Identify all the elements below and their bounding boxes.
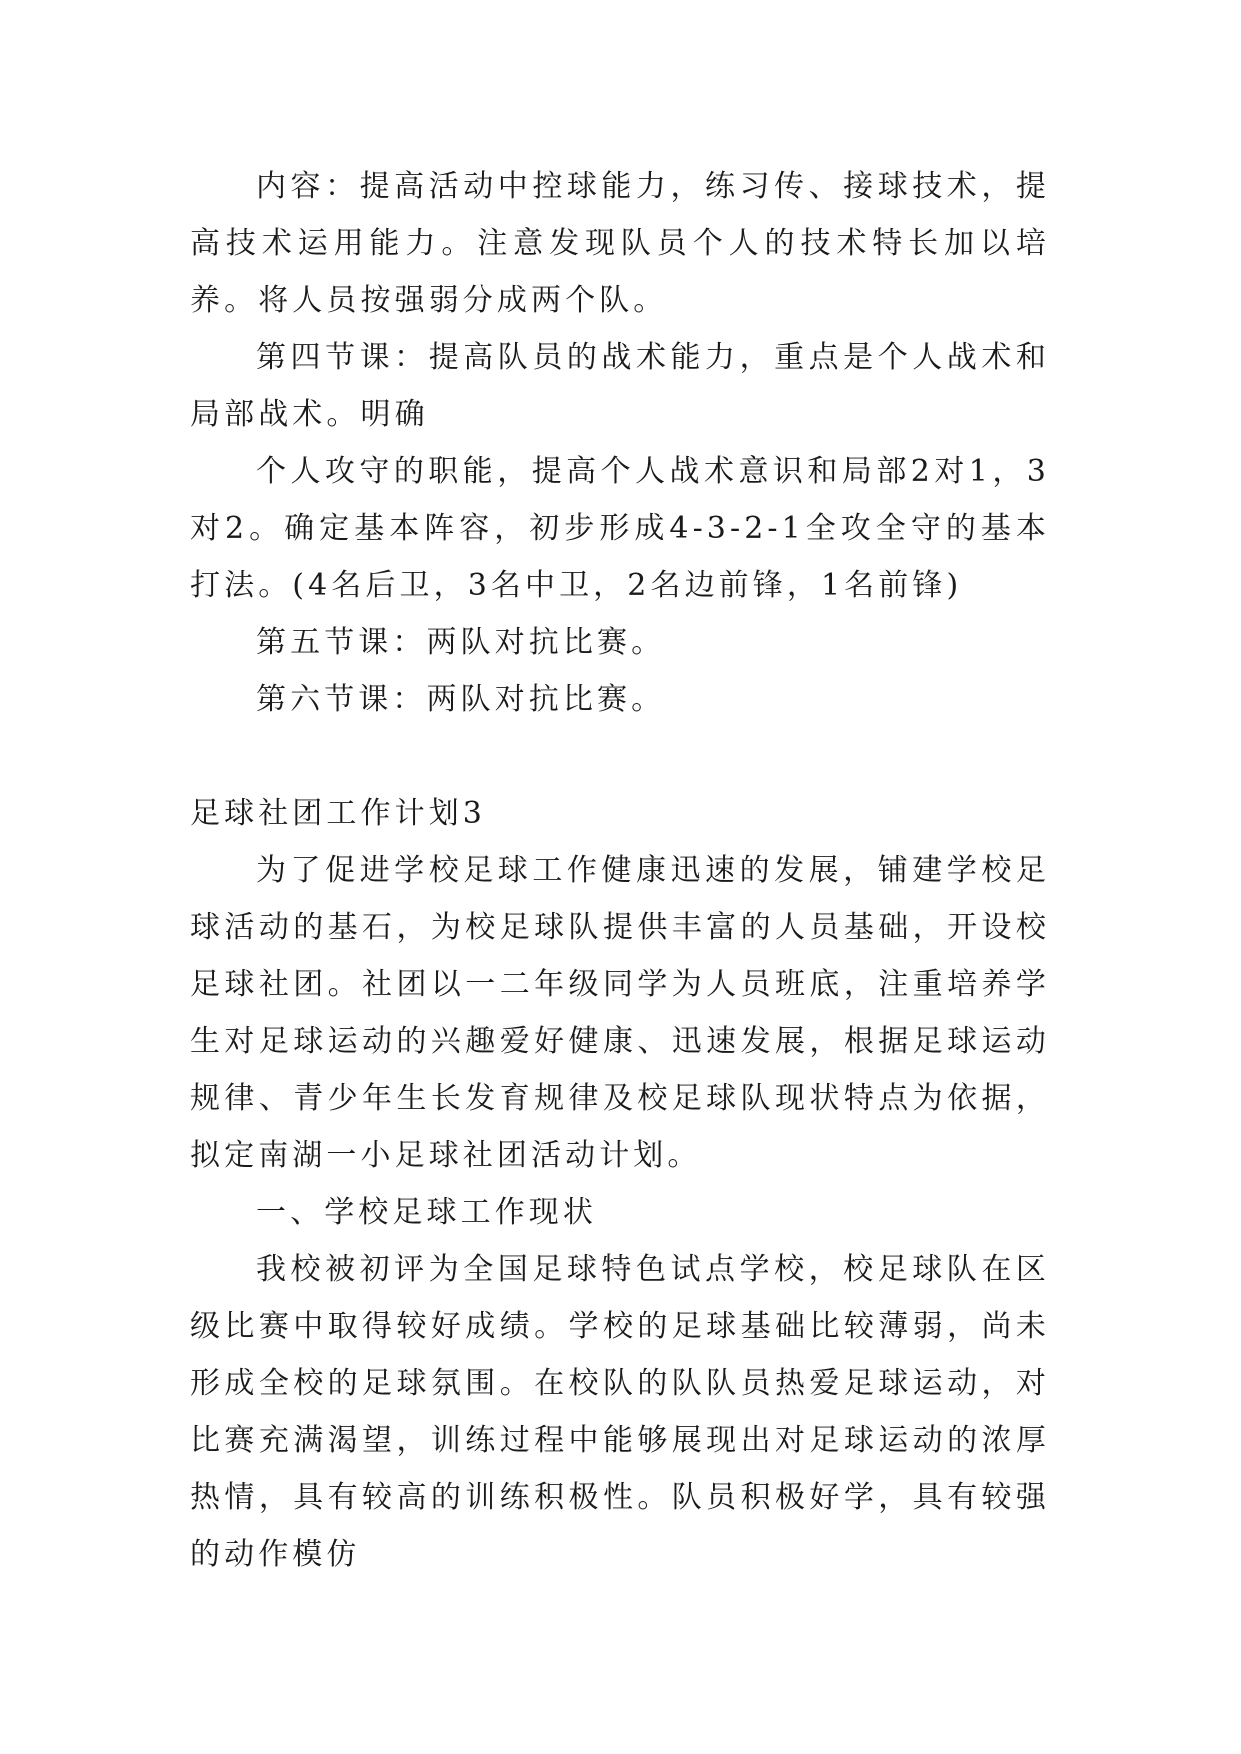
paragraph-lesson-four-continued: 个人攻守的职能，提高个人战术意识和局部2对1，3对2。确定基本阵容，初步形成4-3-2-1全攻全守的基本打法。(4名后卫，3名中卫，2名边前锋，1名前锋): [190, 454, 1050, 603]
paragraph-lesson-five: 第五节课：两队对抗比赛。: [256, 625, 666, 660]
document-body: [190, 158, 1050, 1583]
paragraph-intro: 为了促进学校足球工作健康迅速的发展，铺建学校足球活动的基石，为校足球队提供丰富的人员基础，开设校足球社团。社团以一二年级同学为人员班底，注重培养学生对足球运动的兴趣爱好健康、迅速发展，根据足球运动规律、青少年生长发育规律及校足球队现状特点为依据，拟定南湖一小足球社团活动计划。: [190, 853, 1050, 1173]
paragraph-lesson-four: 第四节课：提高队员的战术能力，重点是个人战术和局部战术。明确: [190, 340, 1050, 432]
section-title: 足球社团工作计划3: [190, 796, 486, 831]
paragraph-lesson-six: 第六节课：两队对抗比赛。: [256, 682, 666, 717]
paragraph-current-status: 我校被初评为全国足球特色试点学校，校足球队在区级比赛中取得较好成绩。学校的足球基础比较薄弱，尚未形成全校的足球氛围。在校队的队队员热爱足球运动，对比赛充满渴望，训练过程中能够展现出对足球运动的浓厚热情，具有较高的训练积极性。队员积极好学，具有较强的动作模仿: [190, 1252, 1050, 1572]
heading-current-status: 一、学校足球工作现状: [256, 1195, 597, 1230]
paragraph-content: 内容：提高活动中控球能力，练习传、接球技术，提高技术运用能力。注意发现队员个人的技术特长加以培养。将人员按强弱分成两个队。: [190, 169, 1050, 318]
